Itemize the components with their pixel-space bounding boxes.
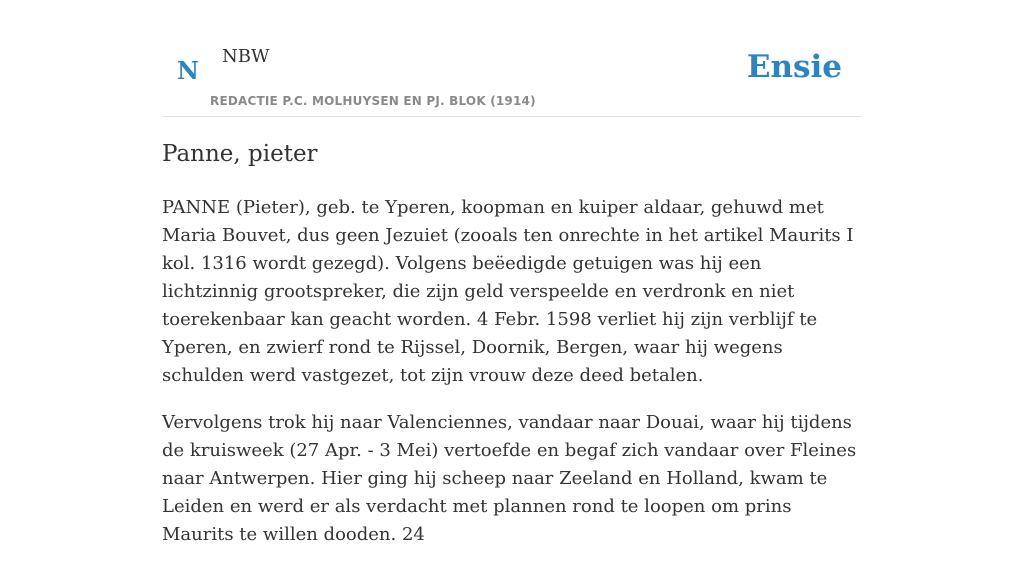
site-logo[interactable]: Ensie: [746, 49, 842, 85]
article-paragraph: Vervolgens trok hij naar Valenciennes, vandaar naar Douai, waar hij tijdens de kruisweek (27 Apr. - 3 Mei) vertoefde en begaf zich vandaar over Fleines naar Antwerpen. Hier ging hij scheep naar Zeeland en Holland, kwam te Leiden en werd er als verdacht met plannen rond te loopen om prins Maurits te willen dooden. 24: [162, 412, 857, 545]
publication-editors: REDACTIE P.C. MOLHUYSEN EN PJ. BLOK (1914): [210, 94, 536, 108]
article-paragraph: PANNE (Pieter), geb. te Yperen, koopman en kuiper aldaar, gehuwd met Maria Bouvet, dus geen Jezuiet (zooals ten onrechte in het artikel Maurits I kol. 1316 wordt gezegd). Volgens beëedigde getuigen was hij een lichtzinnig grootspreker, die zijn geld verspeelde en verdronk en niet toerekenbaar kan geacht worden. 4 Febr. 1598 verliet hij zijn verblijf te Yperen, en zwierf rond te Rijssel, Doornik, Bergen, waar hij wegens schulden werd vastgezet, tot zijn vrouw deze deed betalen.: [162, 197, 854, 386]
article: [162, 138, 862, 568]
header: [162, 0, 862, 117]
publication-logo[interactable]: N: [177, 56, 199, 85]
article-title: Panne, pieter: [162, 141, 318, 167]
publication-name[interactable]: NBW: [222, 46, 270, 67]
